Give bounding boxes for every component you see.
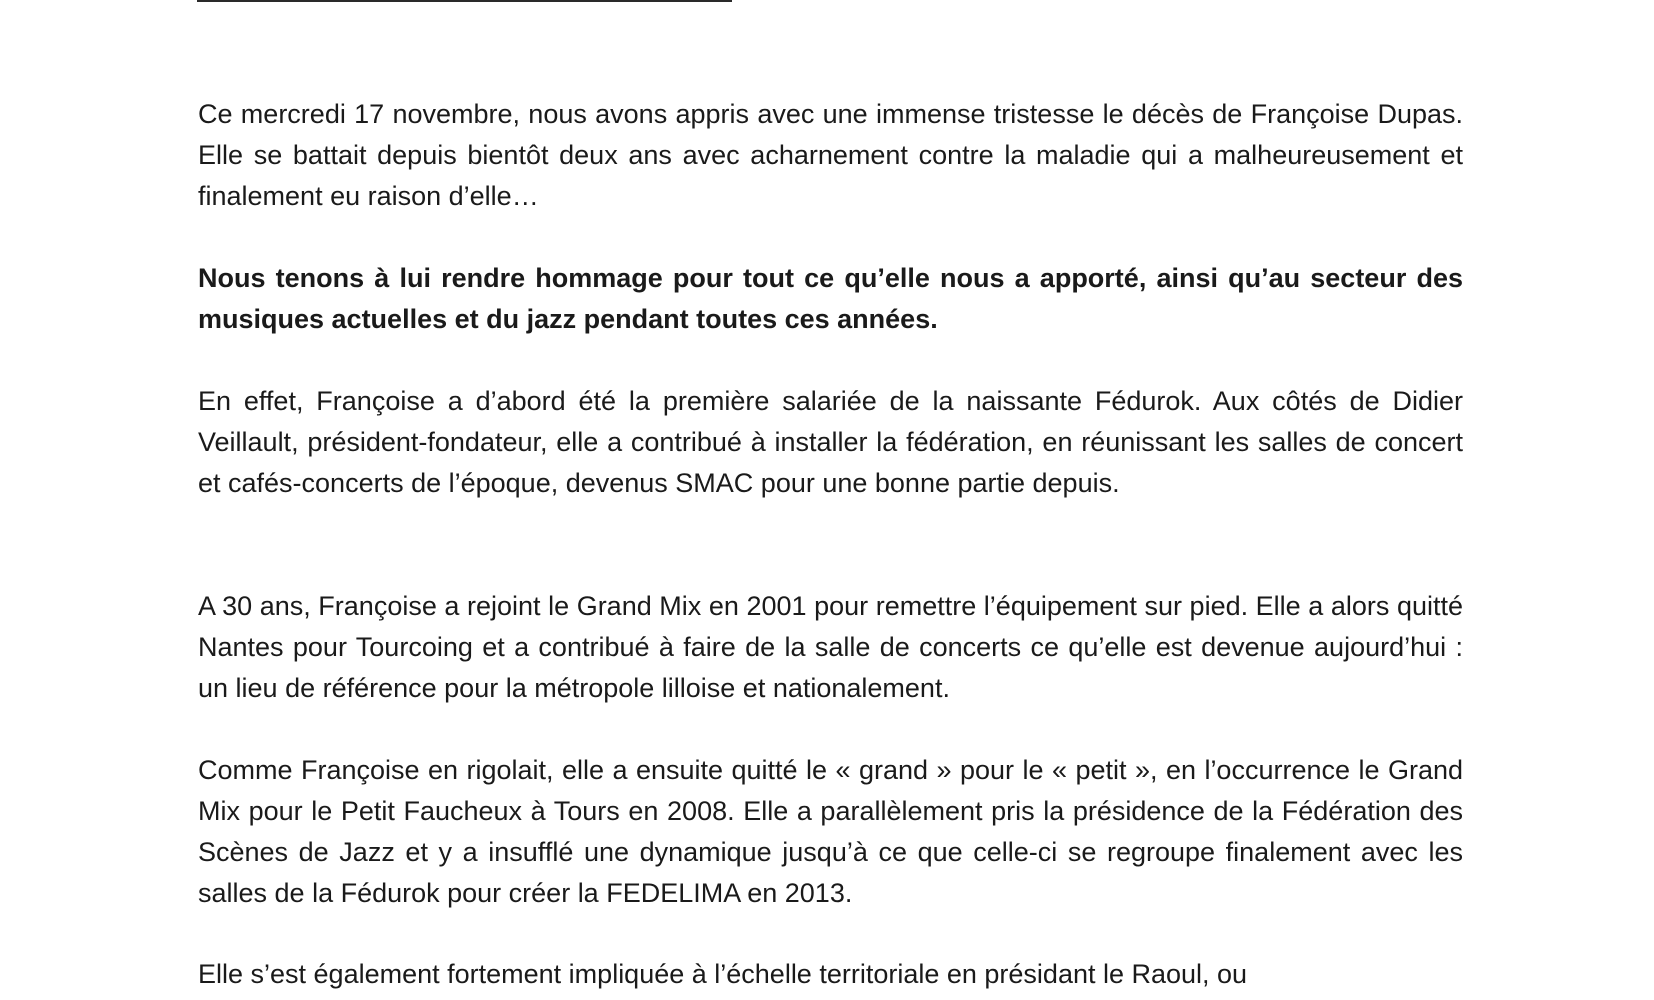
paragraph-grand-mix: A 30 ans, Françoise a rejoint le Grand Mix en 2001 pour remettre l’équipement sur pied. Elle a alors quitté Nantes pour Tourcoing et a contribué à faire de la salle de concerts ce qu’elle est devenue aujourd’hui : un lieu de référence pour la métropole lilloise et nationalement. — [198, 591, 1463, 703]
paragraph-petit-faucheux: Comme Françoise en rigolait, elle a ensuite quitté le « grand » pour le « petit », en l’occurrence le Grand Mix pour le Petit Faucheux à Tours en 2008. Elle a parallèlement pris la présidence de la Fédération des Scènes de Jazz et y a insufflé une dynamique jusqu’à ce que celle-ci se regroupe finalement avec les salles de la Fédurok pour créer la FEDELIMA en 2013. — [198, 755, 1463, 908]
header-rule — [197, 0, 732, 2]
paragraph-intro: Ce mercredi 17 novembre, nous avons appris avec une immense tristesse le décès de Françoise Dupas. Elle se battait depuis bientôt deux ans avec acharnement contre la maladie qui a malheureusement et finalement eu raison d’elle… — [198, 99, 1463, 211]
paragraph-tribute: Nous tenons à lui rendre hommage pour tout ce qu’elle nous a apporté, ainsi qu’au secteur des musiques actuelles et du jazz pendant toutes ces années. — [198, 263, 1463, 334]
paragraph-territorial: Elle s’est également fortement impliquée à l’échelle territoriale en présidant le Raoul, ou — [198, 959, 1248, 989]
paragraph-fedurok: En effet, Françoise a d’abord été la première salariée de la naissante Fédurok. Aux côtés de Didier Veillault, président-fondateur, elle a contribué à installer la fédération, en réunissant les salles de concert et cafés-concerts de l’époque, devenus SMAC pour une bonne partie depuis. — [198, 386, 1463, 498]
